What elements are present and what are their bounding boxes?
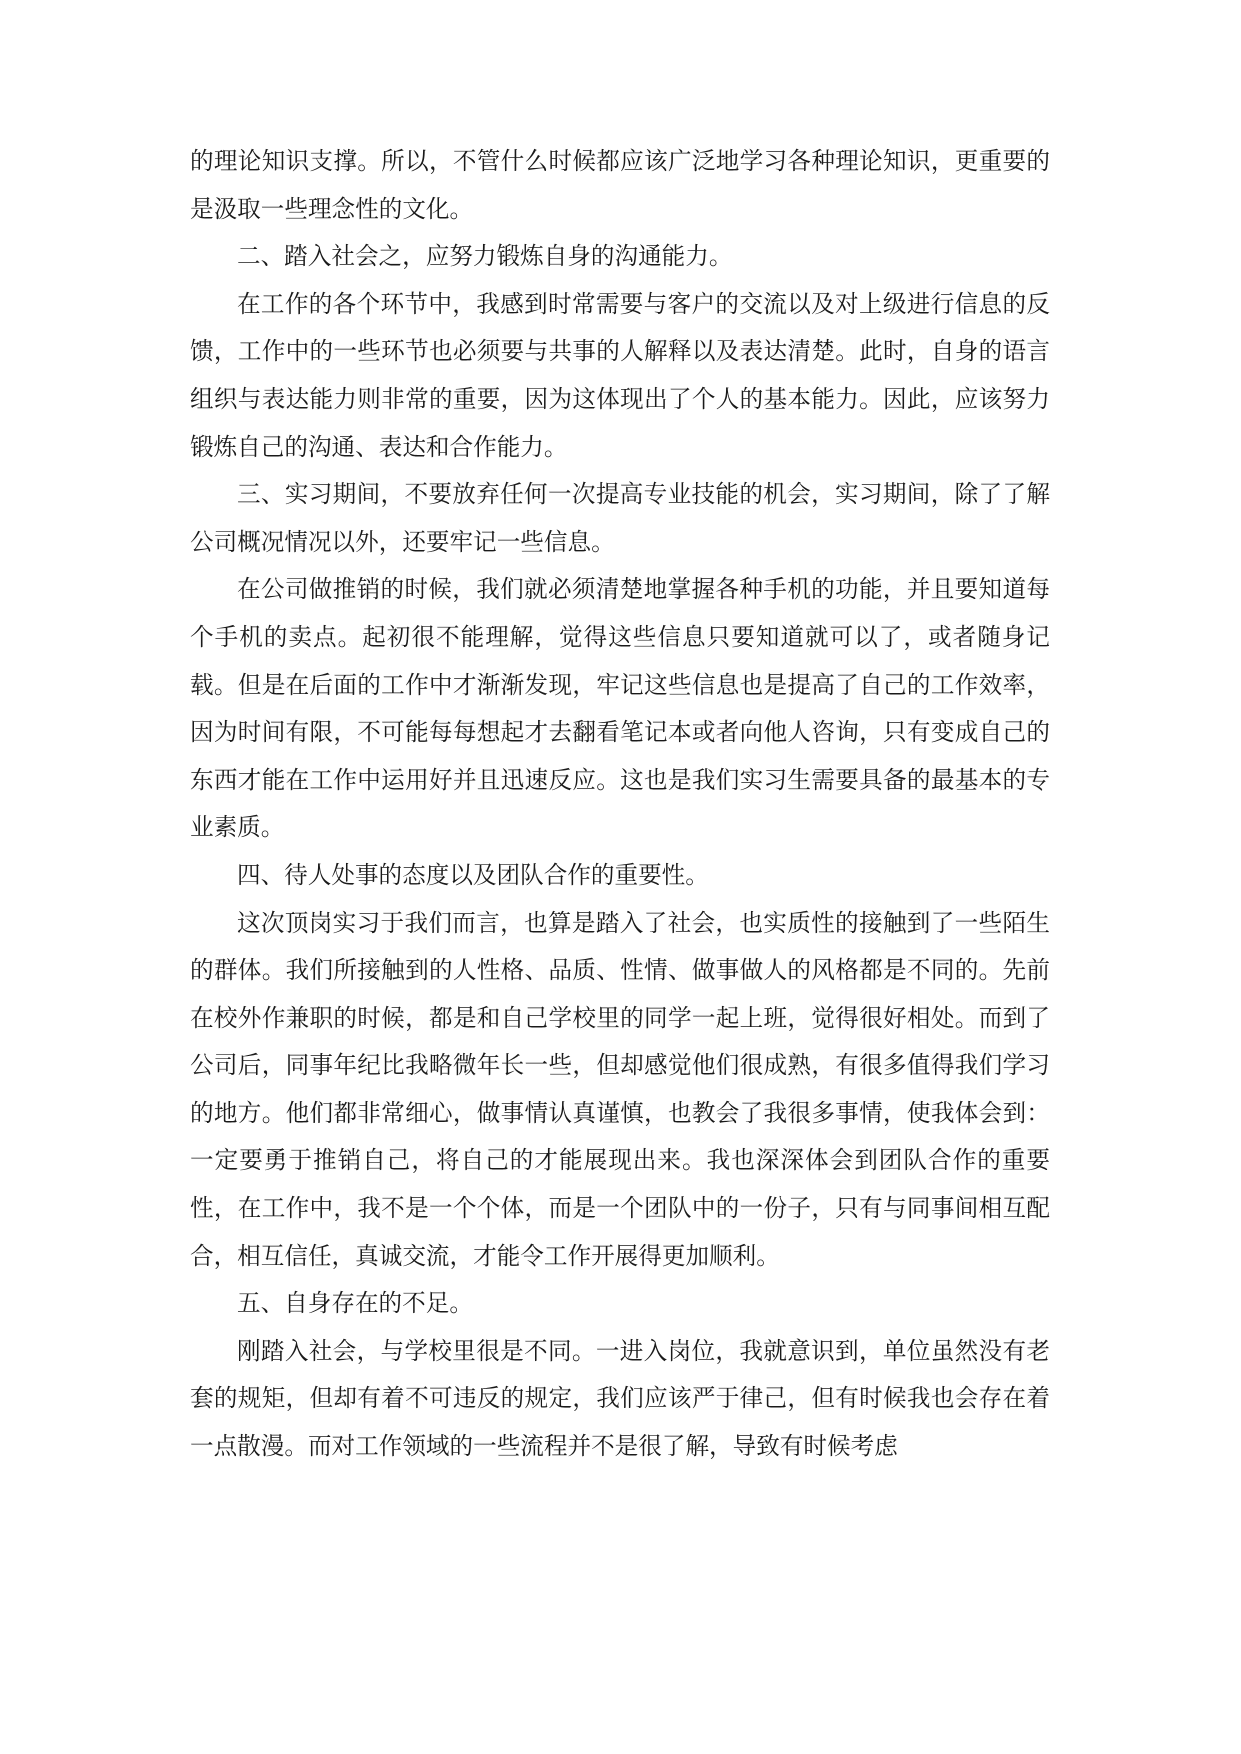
heading-section-2: 二、踏入社会之，应努力锻炼自身的沟通能力。 <box>237 242 733 271</box>
paragraph-teamwork: 这次顶岗实习于我们而言，也算是踏入了社会，也实质性的接触到了一些陌生的群体。我们所接触到的人性格、品质、性情、做事做人的风格都是不同的。先前在校外作兼职的时候，都是和自己学校里的同学一起上班，觉得很好相处。而到了公司后，同事年纪比我略微年长一些，但却感觉他们很成熟，有很多值得我们学习的地方。他们都非常细心，做事情认真谨慎，也教会了我很多事情，使我体会到：一定要勇于推销自己，将自己的才能展现出来。我也深深体会到团队合作的重要性，在工作中，我不是一个个体，而是一个团队中的一份子，只有与同事间相互配合，相互信任，真诚交流，才能令工作开展得更加顺利。 <box>190 908 1050 1270</box>
heading-section-3: 三、实习期间，不要放弃任何一次提高专业技能的机会，实习期间，除了了解公司概况情况以外，还要牢记一些信息。 <box>190 480 1050 556</box>
paragraph-shortcomings: 刚踏入社会，与学校里很是不同。一进入岗位，我就意识到，单位虽然没有老套的规矩，但却有着不可违反的规定，我们应该严于律己，但有时候我也会存在着一点散漫。而对工作领域的一些流程并不是很了解，导致有时候考虑 <box>190 1336 1050 1461</box>
paragraph-communication: 在工作的各个环节中，我感到时常需要与客户的交流以及对上级进行信息的反馈，工作中的一些环节也必须要与共事的人解释以及表达清楚。此时，自身的语言组织与表达能力则非常的重要，因为这体现出了个人的基本能力。因此，应该努力锻炼自己的沟通、表达和合作能力。 <box>190 289 1050 461</box>
heading-section-5: 五、自身存在的不足。 <box>237 1289 473 1318</box>
document-body <box>190 138 1050 1471</box>
heading-section-4: 四、待人处事的态度以及团队合作的重要性。 <box>237 860 709 889</box>
paragraph-sales-skills: 在公司做推销的时候，我们就必须清楚地掌握各种手机的功能，并且要知道每个手机的卖点。起初很不能理解，觉得这些信息只要知道就可以了，或者随身记载。但是在后面的工作中才渐渐发现，牢记这些信息也是提高了自己的工作效率，因为时间有限，不可能每每想起才去翻看笔记本或者向他人咨询，只有变成自己的东西才能在工作中运用好并且迅速反应。这也是我们实习生需要具备的最基本的专业素质。 <box>190 575 1050 842</box>
paragraph-continuation: 的理论知识支撑。所以，不管什么时候都应该广泛地学习各种理论知识，更重要的是汲取一些理念性的文化。 <box>190 147 1050 223</box>
